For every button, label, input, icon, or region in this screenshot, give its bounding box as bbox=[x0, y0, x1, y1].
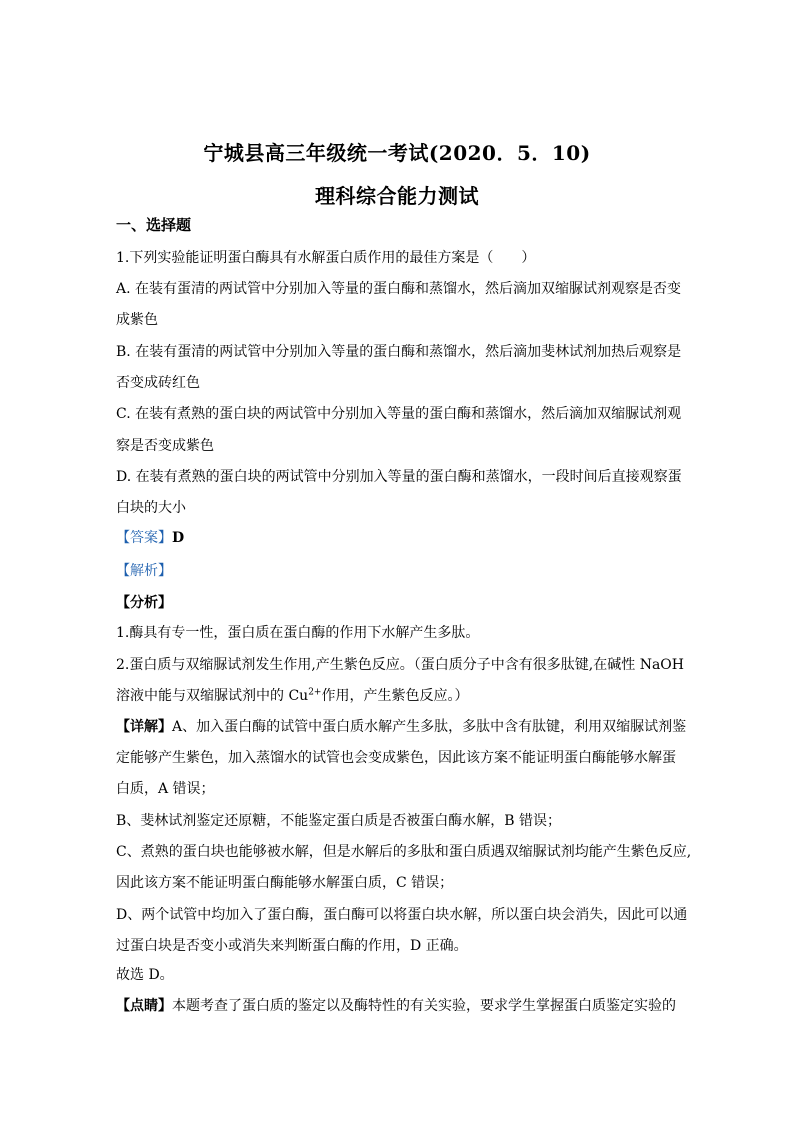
point-label: 【点睛】 bbox=[116, 998, 172, 1014]
detail-line-7: D、两个试管中均加入了蛋白酶，蛋白酶可以将蛋白块水解，所以蛋白块会消失，因此可以通 bbox=[116, 907, 688, 923]
exam-title: 宁城县高三年级统一考试(2020．5．10) bbox=[203, 141, 591, 165]
option-c-line1: C. 在装有煮熟的蛋白块的两试管中分别加入等量的蛋白酶和蒸馏水，然后滴加双缩脲试剂观 bbox=[116, 406, 682, 422]
option-c-line2: 察是否变成紫色 bbox=[116, 438, 214, 454]
question-stem: 1.下列实验能证明蛋白酶具有水解蛋白质作用的最佳方案是（ ） bbox=[116, 250, 536, 266]
answer-value: D bbox=[172, 530, 185, 546]
option-a-line2: 成紫色 bbox=[116, 312, 158, 328]
option-b-line2: 否变成砖红色 bbox=[116, 375, 200, 391]
answer-row bbox=[116, 528, 682, 548]
point-text: 本题考查了蛋白质的鉴定以及酶特性的有关实验，要求学生掌握蛋白质鉴定实验的 bbox=[172, 998, 676, 1014]
detail-line-9: 故选 D。 bbox=[116, 967, 174, 983]
detail-label: 【详解】 bbox=[116, 719, 172, 735]
detail-line-2: 定能够产生紫色，加入蒸馏水的试管也会变成紫色，因此该方案不能证明蛋白酶能够水解蛋 bbox=[116, 750, 676, 766]
detail-line-3: 白质，A 错误； bbox=[116, 781, 215, 797]
section-heading: 一、选择题 bbox=[116, 216, 192, 234]
analysis-point-2: 2.蛋白质与双缩脲试剂发生作用,产生紫色反应。（蛋白质分子中含有很多肽键,在碱性 NaOH bbox=[116, 657, 684, 673]
point-line bbox=[116, 996, 682, 1016]
option-d-line2: 白块的大小 bbox=[116, 500, 186, 516]
option-d-line1: D. 在装有煮熟的蛋白块的两试管中分别加入等量的蛋白酶和蒸馏水，一段时间后直接观察蛋 bbox=[116, 469, 682, 485]
detail-line-5: C、煮熟的蛋白块也能够被水解，但是水解后的多肽和蛋白质遇双缩脲试剂均能产生紫色反应, bbox=[116, 844, 692, 860]
analysis-label: 【解析】 bbox=[116, 563, 172, 579]
detail-line-8: 过蛋白块是否变小或消失来判断蛋白酶的作用，D 正确。 bbox=[116, 938, 468, 954]
analysis-p3-tail: 作用，产生紫色反应。） bbox=[321, 688, 469, 704]
copper-charge: 2+ bbox=[308, 687, 322, 698]
exam-subtitle: 理科综合能力测试 bbox=[315, 184, 479, 208]
detail-line-4: B、斐林试剂鉴定还原糖，不能鉴定蛋白质是否被蛋白酶水解，B 错误； bbox=[116, 813, 562, 829]
analysis-point-1: 1.酶具有专一性，蛋白质在蛋白酶的作用下水解产生多肽。 bbox=[116, 625, 480, 641]
option-a-line1: A. 在装有蛋清的两试管中分别加入等量的蛋白酶和蒸馏水，然后滴加双缩脲试剂观察是否变 bbox=[116, 281, 682, 297]
detail-line-6: 因此该方案不能证明蛋白酶能够水解蛋白质，C 错误； bbox=[116, 875, 454, 891]
detail-line-1 bbox=[116, 717, 687, 737]
option-b-line1: B. 在装有蛋清的两试管中分别加入等量的蛋白酶和蒸馏水，然后滴加斐林试剂加热后观察是 bbox=[116, 344, 682, 360]
analysis-point-2-cont bbox=[116, 686, 682, 706]
fenxi-label: 【分析】 bbox=[116, 595, 172, 611]
answer-label: 【答案】 bbox=[116, 530, 172, 546]
detail-text-1: A、加入蛋白酶的试管中蛋白质水解产生多肽，多肽中含有肽键，利用双缩脲试剂鉴 bbox=[172, 719, 687, 735]
analysis-p3-text: 溶液中能与双缩脲试剂中的 Cu bbox=[116, 688, 309, 704]
